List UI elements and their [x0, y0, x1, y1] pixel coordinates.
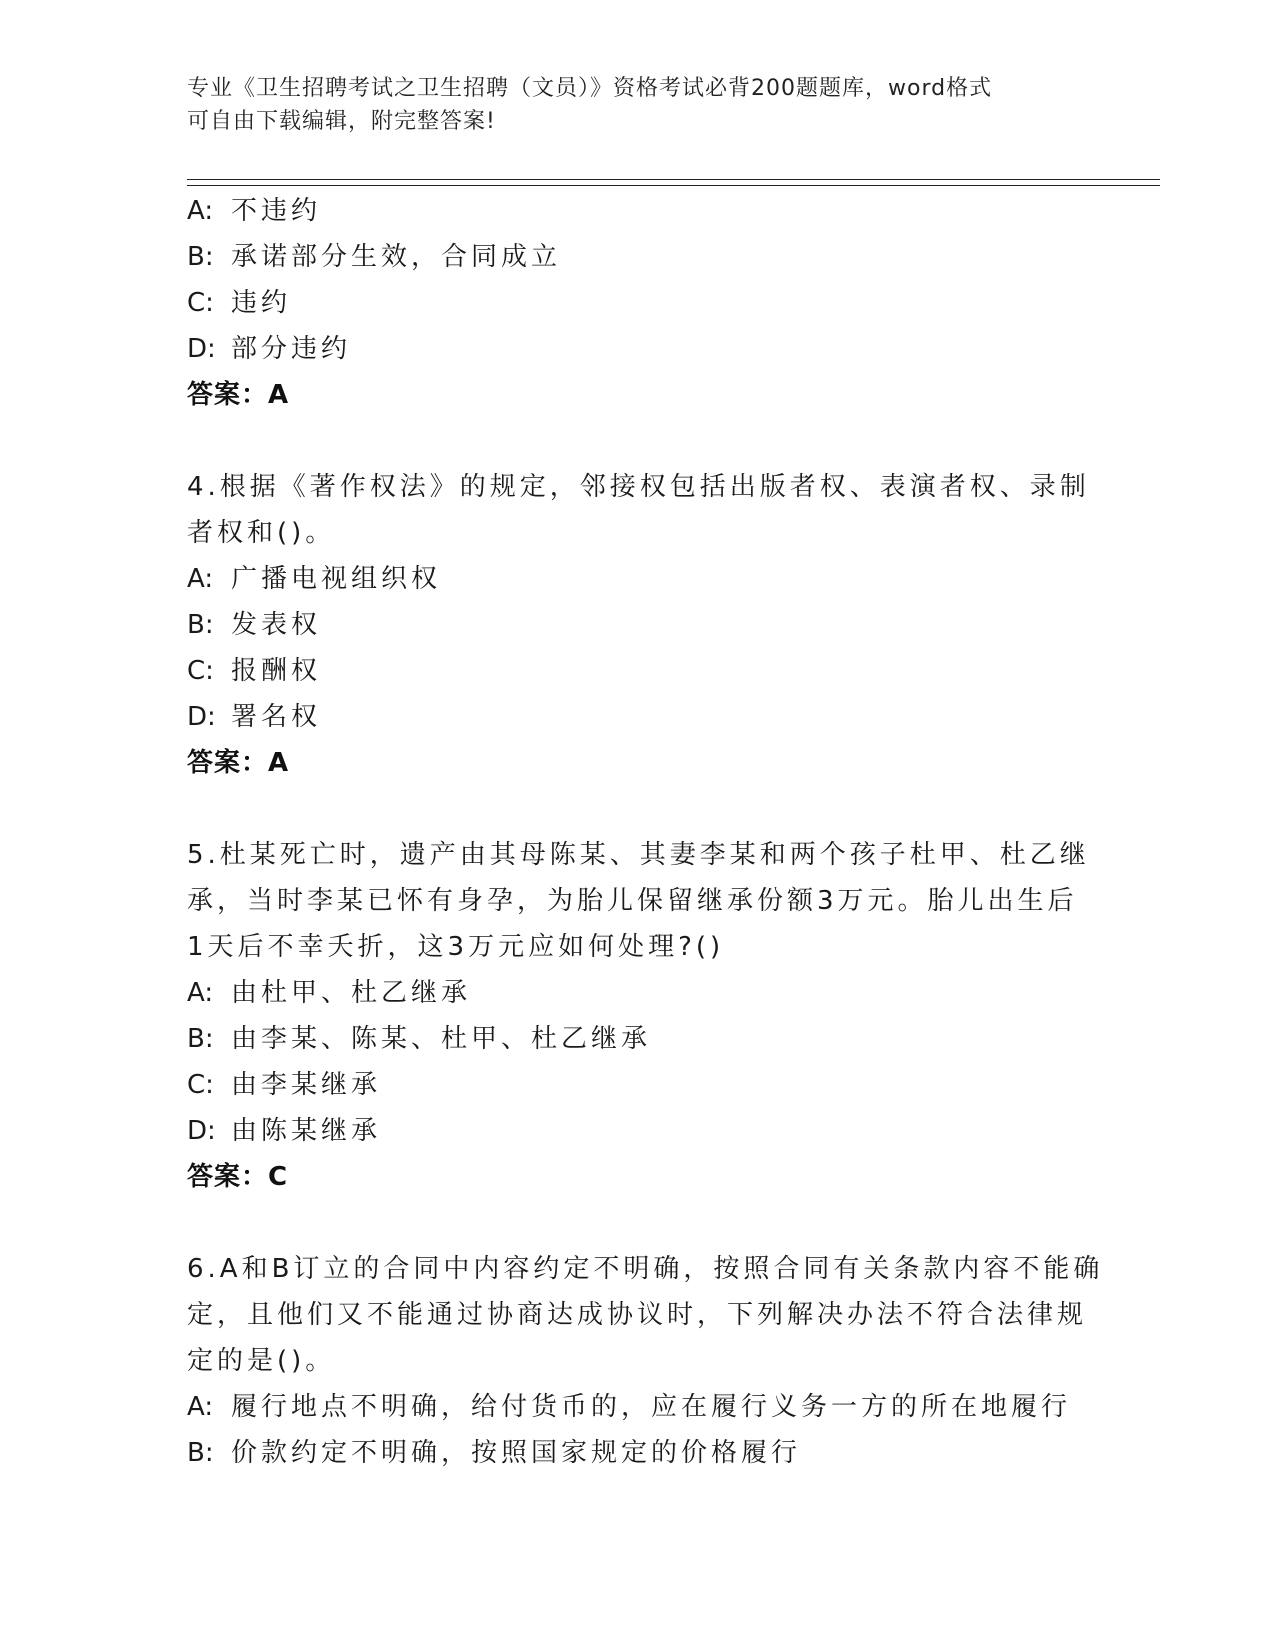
header-divider-top	[187, 179, 1160, 180]
question-list	[187, 188, 1104, 1476]
header-title-line-1: 专业《卫生招聘考试之卫生招聘（文员）》资格考试必背200题题库，word格式	[187, 76, 993, 101]
question-stem-line: 承，当时李某已怀有身孕，为胎儿保留继承份额3万元。胎儿出生后	[187, 886, 1078, 916]
option-a: A: 不违约	[187, 196, 322, 226]
question-6	[187, 1246, 1104, 1476]
question-4	[187, 464, 1090, 786]
header-divider-bottom	[187, 185, 1160, 186]
document-header	[187, 72, 1087, 138]
spacer	[187, 786, 1087, 832]
question-stem-line: 4.根据《著作权法》的规定，邻接权包括出版者权、表演者权、录制	[187, 472, 1090, 502]
header-title-line-2: 可自由下载编辑，附完整答案!	[187, 109, 496, 134]
option-a: A: 广播电视组织权	[187, 564, 442, 594]
option-a: A: 由杜甲、杜乙继承	[187, 978, 472, 1008]
question-stem-line: 定的是()。	[187, 1346, 336, 1376]
question-stem-line: 1天后不幸夭折，这3万元应如何处理?()	[187, 932, 725, 962]
question-stem-line: 5.杜某死亡时，遗产由其母陈某、其妻李某和两个孩子杜甲、杜乙继	[187, 840, 1090, 870]
option-b: B: 承诺部分生效，合同成立	[187, 242, 562, 272]
option-a: A: 履行地点不明确，给付货币的，应在履行义务一方的所在地履行	[187, 1392, 1072, 1422]
question-stem-line: 者权和()。	[187, 518, 336, 548]
question-3	[187, 188, 1087, 418]
option-b: B: 价款约定不明确，按照国家规定的价格履行	[187, 1438, 802, 1468]
option-c: C: 违约	[187, 288, 292, 318]
spacer	[187, 418, 1087, 464]
option-d: D: 由陈某继承	[187, 1116, 382, 1146]
question-5	[187, 832, 1090, 1200]
question-stem-line: 定，且他们又不能通过协商达成协议时，下列解决办法不符合法律规	[187, 1300, 1088, 1330]
question-stem-line: 6.A和B订立的合同中内容约定不明确，按照合同有关条款内容不能确	[187, 1254, 1104, 1284]
answer-label: 答案：A	[187, 748, 290, 778]
option-c: C: 报酬权	[187, 656, 322, 686]
answer-label: 答案：C	[187, 1162, 289, 1192]
option-c: C: 由李某继承	[187, 1070, 382, 1100]
option-d: D: 署名权	[187, 702, 322, 732]
option-b: B: 由李某、陈某、杜甲、杜乙继承	[187, 1024, 652, 1054]
option-d: D: 部分违约	[187, 334, 352, 364]
answer-label: 答案：A	[187, 380, 290, 410]
spacer	[187, 1200, 1087, 1246]
option-b: B: 发表权	[187, 610, 322, 640]
